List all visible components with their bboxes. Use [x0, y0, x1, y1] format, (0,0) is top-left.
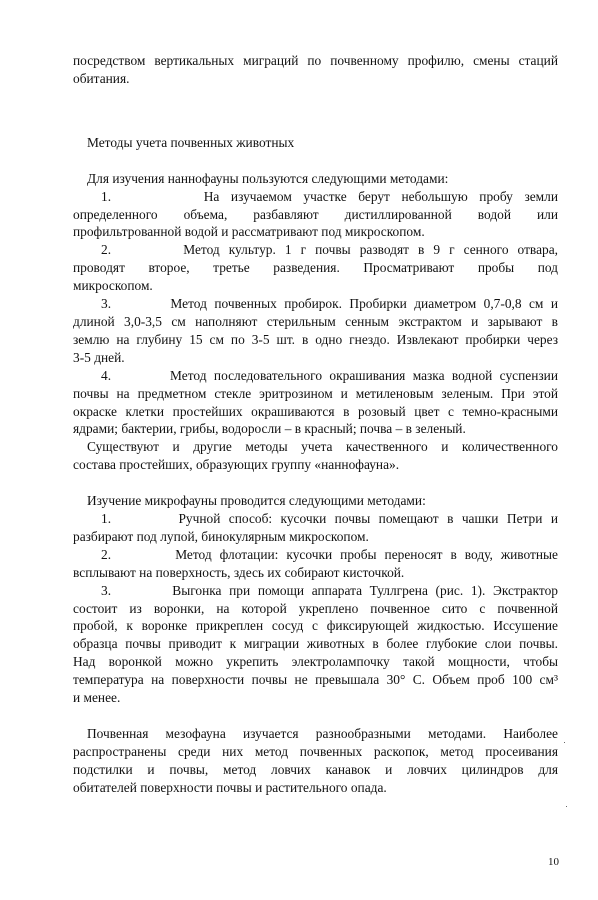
text-line: Существуют и другие методы учета качественного и количественного	[87, 439, 558, 455]
text-line: Над воронкой можно укрепить электролампочку такой мощности, чтобы	[73, 654, 558, 670]
list-item: 1. Ручной способ: кусочки почвы помещают в чашки Петри и	[101, 511, 558, 527]
text-line: Почвенная мезофауна изучается разнообразными методами. Наиболее	[87, 726, 558, 741]
list-item: 2. Метод флотации: кусочки пробы переносят в воду, животные	[101, 546, 558, 562]
scan-speck	[564, 742, 565, 743]
text-line: всплывают на поверхность, здесь их собирают кисточкой.	[73, 564, 405, 580]
text-line: землю на глубину 15 см по 3-5 шт. в одно гнездо. Извлекают пробирки через	[73, 331, 558, 347]
text-line: обитателей поверхности почвы и растительного опада.	[73, 779, 387, 795]
text-line: состава простейших, образующих группу «наннофауна».	[73, 457, 400, 473]
text-line: микроскопом.	[73, 278, 153, 294]
page-number: 10	[548, 856, 559, 868]
text-line: температура на поверхности почвы не превышала 30° С. Объем проб 100 см³	[73, 672, 558, 688]
text-line: подстилки и почвы, метод ловчих канавок и ловчих цилиндров для	[73, 761, 558, 777]
text-line: состоит из воронки, на которой укреплено почвенное сито с почвенной	[73, 600, 558, 616]
text-line: распространены среди них метод почвенных раскопок, метод просеивания	[73, 743, 558, 759]
text-line: ядрами; бактерии, грибы, водоросли – в красный; почва – в зеленый.	[73, 421, 466, 437]
text-line: и менее.	[73, 690, 121, 706]
text-line: Для изучения наннофауны пользуются следующими методами:	[87, 170, 449, 186]
list-item: 3. Выгонка при помощи аппарата Туллгрена (рис. 1). Экстрактор	[101, 582, 558, 598]
text-line: образца почвы приводит к миграции животных в более глубокие слои почвы.	[73, 636, 558, 652]
section-heading: Методы учета почвенных животных	[87, 134, 295, 150]
list-item: 3. Метод почвенных пробирок. Пробирки диаметром 0,7-0,8 см и	[101, 296, 558, 312]
scan-speck	[566, 806, 567, 807]
text-line: обитания.	[73, 70, 130, 86]
text-line: окраске клетки простейших окрашиваются в розовый цвет с темно-красными	[73, 403, 558, 419]
text-line: определенного объема, разбавляют дистиллированной водой или	[73, 206, 558, 222]
text-line: разбирают под лупой, бинокулярным микроскопом.	[73, 528, 369, 544]
text-line: посредством вертикальных миграций по почвенному профилю, смены стаций	[73, 53, 558, 68]
text-line: проводят второе, третье разведения. Просматривают пробы под	[73, 260, 558, 276]
text-line: 3-5 дней.	[73, 349, 125, 365]
text-line: длиной 3,0-3,5 см наполняют стерильным сенным экстрактом и зарывают в	[73, 313, 558, 329]
list-item: 1. На изучаемом участке берут небольшую пробу земли	[101, 188, 558, 204]
list-item: 4. Метод последовательного окрашивания мазка водной суспензии	[101, 367, 558, 383]
text-line: профильтрованной водой и рассматривают под микроскопом.	[73, 224, 425, 240]
document-body	[73, 52, 558, 797]
text-line: пробой, к воронке прикреплен сосуд с фиксирующей жидкостью. Иссушение	[73, 618, 558, 634]
list-item: 2. Метод культур. 1 г почвы разводят в 9 г сенного отвара,	[101, 242, 558, 258]
text-line: Изучение микрофауны проводится следующими методами:	[87, 493, 426, 509]
text-line: почвы на предметном стекле эритрозином и метиленовым зеленым. При этой	[73, 385, 558, 401]
